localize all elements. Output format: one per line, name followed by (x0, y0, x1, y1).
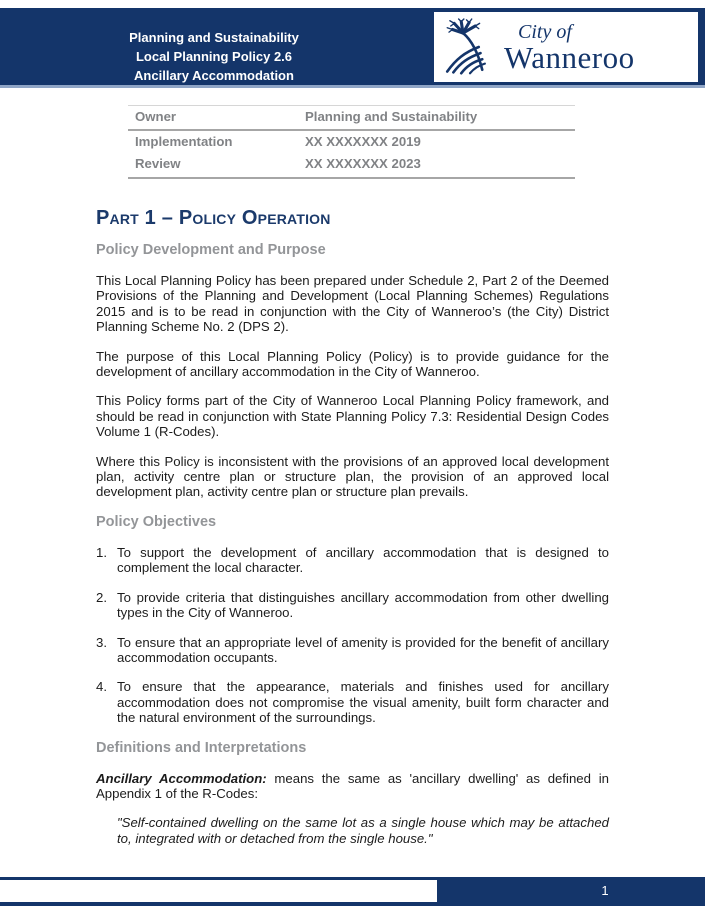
list-text: To ensure that an appropriate level of amenity is provided for the benefit of ancillary accommodation occupants. (117, 634, 609, 665)
info-table (128, 105, 575, 179)
section-heading-policy-objectives: Policy Objectives (96, 513, 217, 530)
list-item (96, 635, 609, 666)
list-number: 3. (96, 634, 107, 650)
definition-quote: "Self-contained dwelling on the same lot as a single house which may be attached to, integrated with or detached from the single house." (117, 815, 609, 846)
footer-white-box (0, 880, 437, 902)
paragraph: This Local Planning Policy has been prepared under Schedule 2, Part 2 of the Deemed Provisions of the Planning and Development (Local Planning Schemes) Regulations 2015 and is to be read in conjunction with the City of Wanneroo’s (the City) District Planning Scheme No. 2 (DPS 2). (96, 273, 609, 335)
table-row-owner (128, 106, 575, 131)
list-item (96, 679, 609, 725)
kangaroo-paw-icon (442, 16, 498, 78)
definition-text: means the same as 'ancillary dwelling' as defined in Appendix 1 of the R-Codes: (96, 770, 609, 801)
header-policy-title-line: Ancillary Accommodation (134, 68, 294, 83)
logo-city-of: City of (518, 20, 572, 43)
table-label: Owner (135, 109, 177, 124)
table-value: XX XXXXXXX 2019 (305, 134, 421, 149)
table-row-implementation (128, 131, 575, 153)
paragraph: This Policy forms part of the City of Wanneroo Local Planning Policy framework, and should be read in conjunction with State Planning Policy 7.3: Residential Design Codes Volume 1 (R-Codes). (96, 393, 609, 440)
page-number: 1 (601, 883, 609, 898)
paragraph: Where this Policy is inconsistent with the provisions of an approved local development plan, activity centre plan or structure plan, the provision of an approved local development plan, activity centre plan or structure plan prevails. (96, 453, 609, 500)
list-item (96, 545, 609, 576)
table-label: Review (135, 156, 181, 171)
list-text: To provide criteria that distinguishes ancillary accommodation from other dwelling types in the City of Wanneroo. (117, 589, 609, 621)
list-text: To ensure that the appearance, materials and finishes used for ancillary accommodation does not compromise the visual amenity, built form character and the natural environment of the surroundings. (117, 679, 609, 726)
list-number: 4. (96, 679, 107, 695)
document-body (96, 207, 609, 846)
list-number: 1. (96, 544, 107, 560)
paragraph: The purpose of this Local Planning Policy (Policy) is to provide guidance for the development of ancillary accommodation in the City of Wanneroo. (96, 348, 609, 380)
table-label: Implementation (135, 134, 233, 149)
objectives-list (96, 545, 609, 726)
header-policy-number-line: Local Planning Policy 2.6 (135, 49, 293, 64)
table-row-review (128, 153, 575, 179)
logo-text (504, 22, 635, 73)
definition-paragraph (96, 771, 609, 802)
header-titles (100, 28, 328, 85)
section-heading-policy-development: Policy Development and Purpose (96, 242, 326, 258)
part-heading: Part 1 – Policy Operation (96, 207, 331, 229)
list-text: To support the development of ancillary accommodation that is designed to complement the local character. (117, 544, 609, 576)
table-value: Planning and Sustainability (305, 109, 478, 124)
table-value: XX XXXXXXX 2023 (305, 156, 421, 171)
header-band (0, 8, 705, 88)
list-number: 2. (96, 589, 107, 605)
section-heading-definitions: Definitions and Interpretations (96, 739, 307, 756)
footer-band (0, 877, 705, 906)
logo-box (434, 12, 698, 82)
list-item (96, 590, 609, 621)
definition-term: Ancillary Accommodation: (96, 770, 267, 786)
header-department-line: Planning and Sustainability (129, 30, 299, 45)
logo-wanneroo: Wanneroo (504, 39, 635, 75)
